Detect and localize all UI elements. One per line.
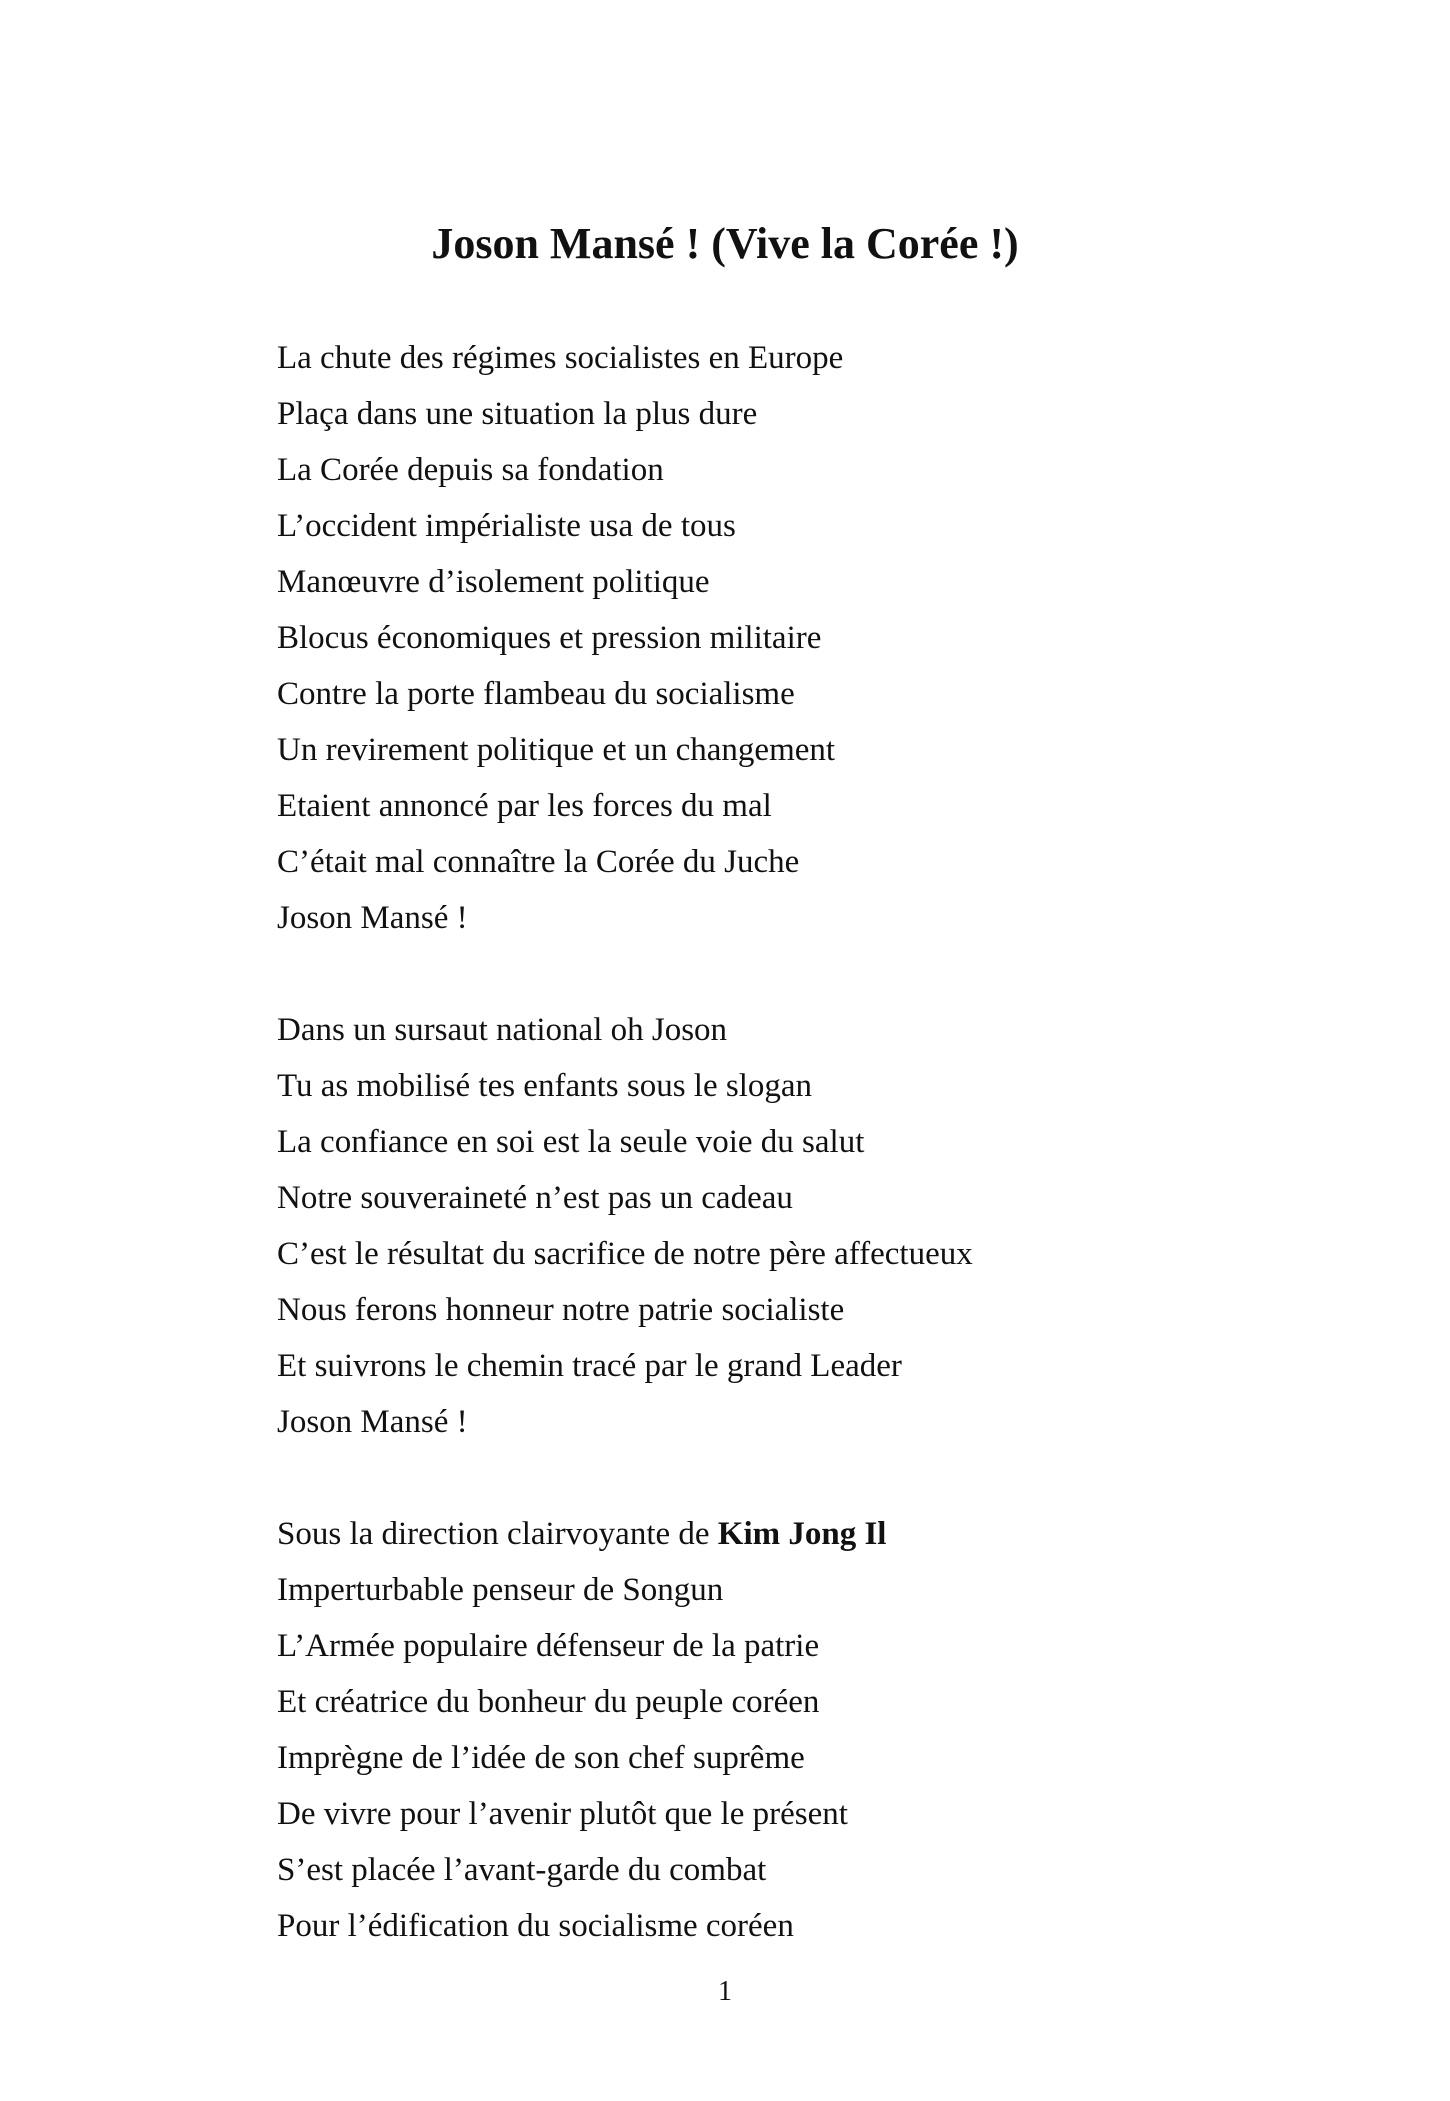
- poem-line: [277, 1506, 1277, 1562]
- poem-line: Plaça dans une situation la plus dure: [277, 396, 758, 432]
- stanza-1: [277, 330, 1277, 946]
- poem-line: C’était mal connaître la Corée du Juche: [277, 844, 800, 880]
- poem-line: Etaient annoncé par les forces du mal: [277, 788, 772, 824]
- poem-line: Manœuvre d’isolement politique: [277, 564, 710, 600]
- stanza-2: [277, 1002, 1277, 1450]
- poem-line: Blocus économiques et pression militaire: [277, 620, 822, 656]
- poem-line: De vivre pour l’avenir plutôt que le présent: [277, 1796, 848, 1832]
- poem-line: La chute des régimes socialistes en Europe: [277, 340, 844, 376]
- poem-line: Notre souveraineté n’est pas un cadeau: [277, 1180, 793, 1216]
- poem-line: La Corée depuis sa fondation: [277, 452, 664, 488]
- poem-line: Et suivrons le chemin tracé par le grand Leader: [277, 1348, 902, 1384]
- poem-line: L’occident impérialiste usa de tous: [277, 508, 736, 544]
- stanza-3: [277, 1506, 1277, 1954]
- poem-line: Imprègne de l’idée de son chef suprême: [277, 1740, 805, 1776]
- poem-line: S’est placée l’avant-garde du combat: [277, 1852, 767, 1888]
- poem-line: L’Armée populaire défenseur de la patrie: [277, 1628, 820, 1664]
- poem-line: C’est le résultat du sacrifice de notre père affectueux: [277, 1236, 973, 1272]
- poem-body: [277, 330, 1277, 1954]
- poem-line: Un revirement politique et un changement: [277, 732, 836, 768]
- poem-line: Joson Mansé !: [277, 900, 468, 936]
- leader-name: Kim Jong Il: [717, 1516, 887, 1552]
- poem-line: Nous ferons honneur notre patrie socialiste: [277, 1292, 845, 1328]
- stanza-gap: [277, 946, 1277, 1002]
- poem-line: Imperturbable penseur de Songun: [277, 1572, 724, 1608]
- page-number: 1: [718, 1976, 732, 2007]
- poem-line: Pour l’édification du socialisme coréen: [277, 1908, 794, 1944]
- poem-line: Dans un sursaut national oh Joson: [277, 1012, 728, 1048]
- poem-line: Joson Mansé !: [277, 1404, 468, 1440]
- poem-title: Joson Mansé ! (Vive la Corée !): [431, 219, 1019, 268]
- poem-line: Contre la porte flambeau du socialisme: [277, 676, 795, 712]
- stanza-gap: [277, 1450, 1277, 1506]
- poem-line: La confiance en soi est la seule voie du salut: [277, 1124, 865, 1160]
- poem-line-text: Sous la direction clairvoyante de: [277, 1516, 718, 1552]
- poem-line: Et créatrice du bonheur du peuple coréen: [277, 1684, 820, 1720]
- poem-line: Tu as mobilisé tes enfants sous le slogan: [277, 1068, 813, 1104]
